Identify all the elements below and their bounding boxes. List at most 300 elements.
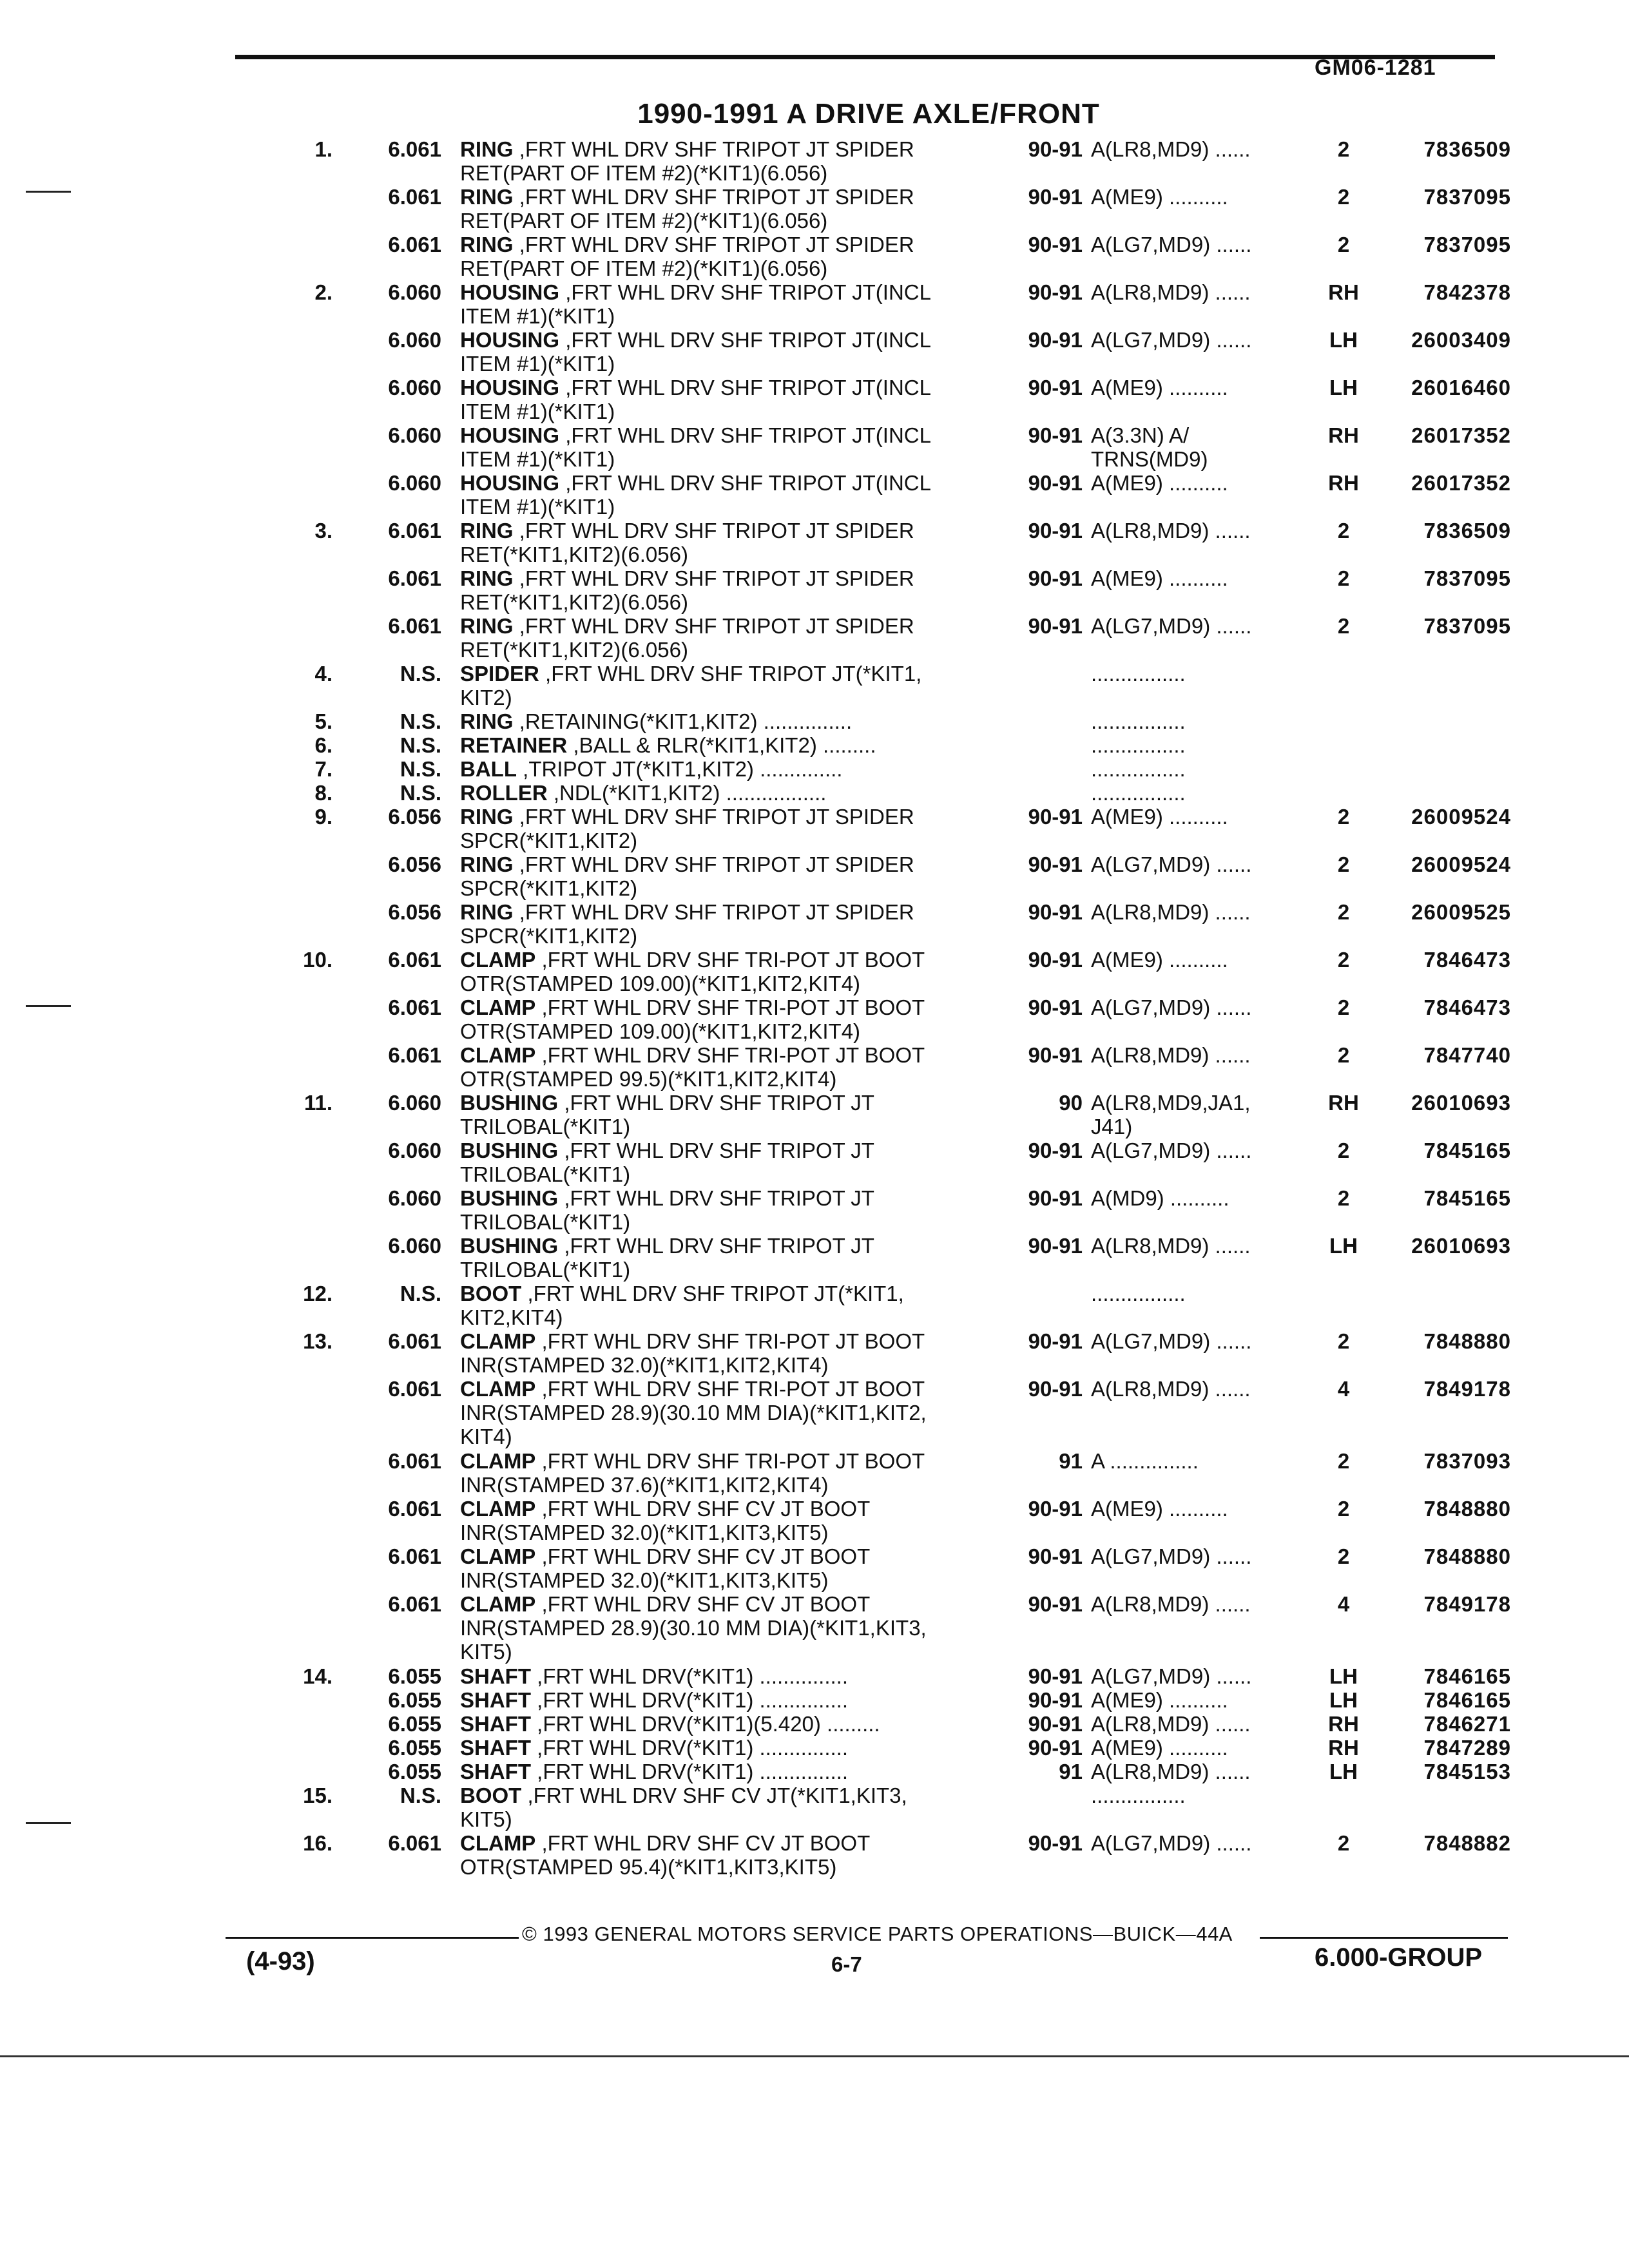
part-row bbox=[0, 1664, 1629, 1688]
part-number: 7846473 bbox=[1423, 948, 1511, 972]
part-row bbox=[0, 1497, 1629, 1544]
group-number: 6.060 bbox=[388, 471, 441, 495]
item-number: 11. bbox=[304, 1091, 333, 1115]
part-detail: ,FRT WHL DRV SHF TRIPOT JT(INCL ITEM #1)(*KIT1) bbox=[460, 328, 931, 376]
part-description bbox=[460, 1712, 1014, 1736]
part-detail: ,FRT WHL DRV SHF TRIPOT JT SPIDER RET(PART OF ITEM #2)(*KIT1)(6.056) bbox=[460, 233, 914, 280]
part-name: CLAMP bbox=[460, 948, 536, 972]
part-number: 7849178 bbox=[1423, 1377, 1511, 1401]
item-number: 10. bbox=[303, 948, 333, 972]
margin-tick-mark bbox=[26, 1005, 71, 1007]
group-number: 6.060 bbox=[388, 1139, 441, 1162]
footer-rule-right bbox=[1260, 1937, 1508, 1939]
part-detail: ,TRIPOT JT(*KIT1,KIT2) .............. bbox=[523, 757, 843, 781]
item-number: 14. bbox=[303, 1664, 333, 1688]
quantity: LH bbox=[1329, 1234, 1358, 1258]
quantity: 2 bbox=[1337, 1544, 1350, 1568]
model-years: 90-91 bbox=[1028, 1664, 1083, 1688]
part-detail: ,FRT WHL DRV SHF TRIPOT JT TRILOBAL(*KIT1) bbox=[460, 1186, 874, 1234]
model-years: 90-91 bbox=[1028, 852, 1083, 876]
part-detail: ,FRT WHL DRV SHF TRIPOT JT(INCL ITEM #1)(*KIT1) bbox=[460, 376, 931, 423]
group-number: 6.060 bbox=[388, 1186, 441, 1210]
part-number: 7848880 bbox=[1423, 1497, 1511, 1521]
part-row bbox=[0, 1091, 1629, 1139]
margin-tick-mark bbox=[26, 1822, 71, 1824]
part-description bbox=[460, 471, 1014, 519]
part-description bbox=[460, 566, 1014, 614]
part-name: CLAMP bbox=[460, 1544, 536, 1568]
model-years: 91 bbox=[1059, 1449, 1083, 1473]
part-name: BUSHING bbox=[460, 1186, 559, 1210]
part-description bbox=[460, 900, 1014, 948]
model-usage: A(ME9) .......... bbox=[1091, 185, 1228, 209]
part-detail: ,FRT WHL DRV SHF TRIPOT JT SPIDER RET(*KIT1,KIT2)(6.056) bbox=[460, 519, 914, 566]
group-number: 6.060 bbox=[388, 280, 441, 304]
part-name: RING bbox=[460, 233, 514, 256]
quantity: 4 bbox=[1337, 1592, 1350, 1616]
model-years: 90-91 bbox=[1028, 328, 1083, 352]
bottom-rule bbox=[0, 2055, 1629, 2057]
part-row bbox=[0, 1329, 1629, 1377]
model-years: 90 bbox=[1059, 1091, 1083, 1115]
model-years: 90-91 bbox=[1028, 1329, 1083, 1353]
part-detail: ,FRT WHL DRV SHF TRI-POT JT BOOT INR(STAMPED 32.0)(*KIT1,KIT2,KIT4) bbox=[460, 1329, 925, 1377]
part-detail: ,FRT WHL DRV SHF TRIPOT JT SPIDER RET(*KIT1,KIT2)(6.056) bbox=[460, 566, 914, 614]
item-number: 6. bbox=[314, 733, 333, 757]
item-number: 8. bbox=[314, 781, 333, 805]
model-usage: ................ bbox=[1091, 1282, 1186, 1305]
part-name: CLAMP bbox=[460, 1377, 536, 1401]
part-name: SHAFT bbox=[460, 1688, 531, 1712]
group-number: 6.060 bbox=[388, 328, 441, 352]
part-row bbox=[0, 328, 1629, 376]
part-row bbox=[0, 781, 1629, 805]
model-years: 90-91 bbox=[1028, 948, 1083, 972]
group-number: 6.060 bbox=[388, 376, 441, 399]
model-years: 90-91 bbox=[1028, 1139, 1083, 1162]
group-number: 6.061 bbox=[388, 1377, 441, 1401]
group-number: 6.061 bbox=[388, 995, 441, 1019]
copyright-notice: © 1993 GENERAL MOTORS SERVICE PARTS OPERATIONS—BUICK—44A bbox=[522, 1923, 1233, 1945]
model-usage: A(LR8,MD9) ...... bbox=[1091, 1592, 1251, 1616]
part-row bbox=[0, 1688, 1629, 1712]
part-name: RING bbox=[460, 519, 514, 543]
model-years: 90-91 bbox=[1028, 995, 1083, 1019]
part-description bbox=[460, 805, 1014, 852]
quantity: 2 bbox=[1337, 805, 1350, 829]
group-number: 6.055 bbox=[388, 1760, 441, 1783]
part-description bbox=[460, 137, 1014, 185]
page-number: 6-7 bbox=[831, 1952, 862, 1976]
part-name: BOOT bbox=[460, 1783, 522, 1807]
page-title-text: 1990-1991 A DRIVE AXLE/FRONT bbox=[637, 98, 1100, 130]
model-years: 90-91 bbox=[1028, 1592, 1083, 1616]
quantity: RH bbox=[1328, 280, 1359, 304]
part-detail: ,FRT WHL DRV SHF TRI-POT JT BOOT OTR(STAMPED 109.00)(*KIT1,KIT2,KIT4) bbox=[460, 995, 925, 1043]
group-number: N.S. bbox=[400, 781, 441, 805]
part-row bbox=[0, 1544, 1629, 1592]
part-row bbox=[0, 233, 1629, 280]
part-number: 26009524 bbox=[1411, 805, 1511, 829]
part-detail: ,FRT WHL DRV SHF CV JT BOOT INR(STAMPED 32.0)(*KIT1,KIT3,KIT5) bbox=[460, 1497, 871, 1544]
group-number: 6.055 bbox=[388, 1736, 441, 1760]
model-years: 90-91 bbox=[1028, 280, 1083, 304]
part-number: 7837095 bbox=[1423, 614, 1511, 638]
part-row bbox=[0, 185, 1629, 233]
part-description bbox=[460, 1234, 1014, 1282]
part-description bbox=[460, 233, 1014, 280]
quantity: LH bbox=[1329, 1760, 1358, 1783]
part-row bbox=[0, 471, 1629, 519]
group-number: 6.061 bbox=[388, 948, 441, 972]
model-years: 90-91 bbox=[1028, 233, 1083, 256]
part-number: 7847289 bbox=[1423, 1736, 1511, 1760]
part-name: RING bbox=[460, 852, 514, 876]
part-row bbox=[0, 519, 1629, 566]
item-number: 7. bbox=[314, 757, 333, 781]
model-years: 90-91 bbox=[1028, 519, 1083, 543]
part-row bbox=[0, 1186, 1629, 1234]
part-number: 7836509 bbox=[1423, 519, 1511, 543]
part-detail: ,BALL & RLR(*KIT1,KIT2) ......... bbox=[573, 733, 876, 757]
part-detail: ,FRT WHL DRV SHF CV JT BOOT OTR(STAMPED 95.4)(*KIT1,KIT3,KIT5) bbox=[460, 1831, 871, 1879]
model-years: 90-91 bbox=[1028, 900, 1083, 924]
part-number: 7845165 bbox=[1423, 1139, 1511, 1162]
part-detail: ,FRT WHL DRV SHF TRIPOT JT SPIDER SPCR(*KIT1,KIT2) bbox=[460, 805, 914, 852]
parts-list bbox=[0, 137, 1629, 1879]
part-number: 7848882 bbox=[1423, 1831, 1511, 1855]
part-name: RING bbox=[460, 614, 514, 638]
part-number: 7845153 bbox=[1423, 1760, 1511, 1783]
part-row bbox=[0, 805, 1629, 852]
model-usage: A(ME9) .......... bbox=[1091, 376, 1228, 399]
part-detail: ,FRT WHL DRV SHF TRI-POT JT BOOT OTR(STAMPED 109.00)(*KIT1,KIT2,KIT4) bbox=[460, 948, 925, 995]
model-usage: A(LR8,MD9) ...... bbox=[1091, 280, 1251, 304]
model-usage: A(LG7,MD9) ...... bbox=[1091, 328, 1252, 352]
model-usage: A(ME9) .......... bbox=[1091, 1497, 1228, 1521]
item-number: 15. bbox=[303, 1783, 333, 1807]
part-detail: ,FRT WHL DRV(*KIT1) ............... bbox=[537, 1760, 849, 1783]
part-detail: ,FRT WHL DRV SHF CV JT BOOT INR(STAMPED 32.0)(*KIT1,KIT3,KIT5) bbox=[460, 1544, 871, 1592]
part-row bbox=[0, 614, 1629, 662]
group-number: 6.061 bbox=[388, 1449, 441, 1473]
group-number: 6.060 bbox=[388, 423, 441, 447]
top-rule bbox=[235, 55, 1495, 59]
part-description bbox=[460, 1329, 1014, 1377]
group-number: 6.055 bbox=[388, 1664, 441, 1688]
part-number: 7837095 bbox=[1423, 185, 1511, 209]
part-row bbox=[0, 1831, 1629, 1879]
part-name: SHAFT bbox=[460, 1736, 531, 1760]
model-usage: A ............... bbox=[1091, 1449, 1199, 1473]
group-number: 6.060 bbox=[388, 1091, 441, 1115]
part-name: BUSHING bbox=[460, 1139, 559, 1162]
part-name: RETAINER bbox=[460, 733, 568, 757]
quantity: 2 bbox=[1337, 995, 1350, 1019]
item-number: 5. bbox=[314, 709, 333, 733]
part-detail: ,FRT WHL DRV SHF TRI-POT JT BOOT INR(STAMPED 28.9)(30.10 MM DIA)(*KIT1,KIT2, KIT4) bbox=[460, 1377, 927, 1448]
part-name: RING bbox=[460, 900, 514, 924]
part-name: CLAMP bbox=[460, 1497, 536, 1521]
part-name: HOUSING bbox=[460, 376, 560, 399]
part-detail: ,FRT WHL DRV SHF TRIPOT JT(*KIT1, KIT2,KIT4) bbox=[460, 1282, 904, 1329]
group-number: N.S. bbox=[400, 1783, 441, 1807]
part-row bbox=[0, 1449, 1629, 1497]
part-detail: ,RETAINING(*KIT1,KIT2) ............... bbox=[519, 709, 853, 733]
model-usage: A(ME9) .......... bbox=[1091, 1688, 1228, 1712]
part-number: 7845165 bbox=[1423, 1186, 1511, 1210]
model-years: 90-91 bbox=[1028, 1377, 1083, 1401]
part-row bbox=[0, 662, 1629, 709]
quantity: 2 bbox=[1337, 137, 1350, 161]
part-description bbox=[460, 1544, 1014, 1592]
group-number: N.S. bbox=[400, 1282, 441, 1305]
part-number: 7846473 bbox=[1423, 995, 1511, 1019]
item-number: 12. bbox=[303, 1282, 333, 1305]
quantity: 2 bbox=[1337, 185, 1350, 209]
date-code: (4-93) bbox=[246, 1947, 315, 1975]
model-usage: A(ME9) .......... bbox=[1091, 471, 1228, 495]
model-years: 90-91 bbox=[1028, 137, 1083, 161]
part-description bbox=[460, 1091, 1014, 1139]
part-name: RING bbox=[460, 805, 514, 829]
model-usage: A(LR8,MD9) ...... bbox=[1091, 519, 1251, 543]
part-number: 26003409 bbox=[1411, 328, 1511, 352]
part-number: 26016460 bbox=[1411, 376, 1511, 399]
part-name: HOUSING bbox=[460, 471, 560, 495]
part-description bbox=[460, 1664, 1014, 1688]
part-number: 26009525 bbox=[1411, 900, 1511, 924]
quantity: 2 bbox=[1337, 948, 1350, 972]
model-years: 90-91 bbox=[1028, 376, 1083, 399]
quantity: LH bbox=[1329, 376, 1358, 399]
part-row bbox=[0, 423, 1629, 471]
model-years: 90-91 bbox=[1028, 566, 1083, 590]
page-title bbox=[0, 98, 1629, 130]
part-number: 7837095 bbox=[1423, 233, 1511, 256]
model-usage: ................ bbox=[1091, 781, 1186, 805]
part-number: 7842378 bbox=[1423, 280, 1511, 304]
part-name: CLAMP bbox=[460, 1449, 536, 1473]
model-usage: ................ bbox=[1091, 709, 1186, 733]
part-detail: ,FRT WHL DRV SHF TRIPOT JT SPIDER SPCR(*KIT1,KIT2) bbox=[460, 852, 914, 900]
part-row bbox=[0, 1234, 1629, 1282]
model-usage: ................ bbox=[1091, 1783, 1186, 1807]
part-name: BALL bbox=[460, 757, 517, 781]
group-number: 6.061 bbox=[388, 137, 441, 161]
part-detail: ,FRT WHL DRV SHF TRIPOT JT SPIDER SPCR(*KIT1,KIT2) bbox=[460, 900, 914, 948]
item-number: 9. bbox=[314, 805, 333, 829]
part-row bbox=[0, 1736, 1629, 1760]
model-years: 90-91 bbox=[1028, 185, 1083, 209]
part-row bbox=[0, 733, 1629, 757]
model-years: 90-91 bbox=[1028, 423, 1083, 447]
part-name: SHAFT bbox=[460, 1712, 531, 1736]
quantity: LH bbox=[1329, 1664, 1358, 1688]
group-number: 6.061 bbox=[388, 519, 441, 543]
part-description bbox=[460, 328, 1014, 376]
part-description bbox=[460, 757, 1014, 781]
group-number: 6.056 bbox=[388, 900, 441, 924]
model-years: 90-91 bbox=[1028, 1186, 1083, 1210]
part-detail: ,FRT WHL DRV SHF TRIPOT JT SPIDER RET(PART OF ITEM #2)(*KIT1)(6.056) bbox=[460, 185, 914, 233]
part-description bbox=[460, 1449, 1014, 1497]
part-row bbox=[0, 1377, 1629, 1449]
part-description bbox=[460, 1282, 1014, 1329]
model-usage: A(MD9) .......... bbox=[1091, 1186, 1229, 1210]
part-description bbox=[460, 1377, 1014, 1448]
part-detail: ,FRT WHL DRV SHF TRIPOT JT TRILOBAL(*KIT1) bbox=[460, 1091, 874, 1139]
part-name: HOUSING bbox=[460, 280, 560, 304]
group-number: 6.061 bbox=[388, 1043, 441, 1067]
part-row bbox=[0, 280, 1629, 328]
item-number: 2. bbox=[314, 280, 333, 304]
part-name: HOUSING bbox=[460, 423, 560, 447]
part-number: 7846165 bbox=[1423, 1664, 1511, 1688]
part-detail: ,FRT WHL DRV SHF TRIPOT JT SPIDER RET(PART OF ITEM #2)(*KIT1)(6.056) bbox=[460, 137, 914, 185]
quantity: RH bbox=[1328, 1091, 1359, 1115]
document-id: GM06-1281 bbox=[1315, 55, 1436, 80]
part-description bbox=[460, 280, 1014, 328]
part-detail: ,FRT WHL DRV(*KIT1)(5.420) ......... bbox=[537, 1712, 880, 1736]
model-years: 90-91 bbox=[1028, 1736, 1083, 1760]
group-number: 6.061 bbox=[388, 614, 441, 638]
part-detail: ,FRT WHL DRV SHF CV JT(*KIT1,KIT3, KIT5) bbox=[460, 1783, 907, 1831]
part-number: 26010693 bbox=[1411, 1234, 1511, 1258]
part-description bbox=[460, 1783, 1014, 1831]
group-number: N.S. bbox=[400, 757, 441, 781]
group-number: 6.061 bbox=[388, 566, 441, 590]
group-number: 6.056 bbox=[388, 805, 441, 829]
part-description bbox=[460, 1688, 1014, 1712]
part-number: 7847740 bbox=[1423, 1043, 1511, 1067]
part-number: 7849178 bbox=[1423, 1592, 1511, 1616]
part-description bbox=[460, 1043, 1014, 1091]
model-years: 90-91 bbox=[1028, 1234, 1083, 1258]
model-usage: A(3.3N) A/ TRNS(MD9) bbox=[1091, 423, 1208, 471]
part-number: 26009524 bbox=[1411, 852, 1511, 876]
part-row bbox=[0, 900, 1629, 948]
quantity: 2 bbox=[1337, 1139, 1350, 1162]
model-years: 90-91 bbox=[1028, 805, 1083, 829]
part-detail: ,FRT WHL DRV SHF CV JT BOOT INR(STAMPED 28.9)(30.10 MM DIA)(*KIT1,KIT3, KIT5) bbox=[460, 1592, 927, 1664]
part-name: BUSHING bbox=[460, 1091, 559, 1115]
part-number: 7837095 bbox=[1423, 566, 1511, 590]
model-usage: A(LG7,MD9) ...... bbox=[1091, 1831, 1252, 1855]
quantity: 2 bbox=[1337, 1497, 1350, 1521]
part-row bbox=[0, 137, 1629, 185]
part-description bbox=[460, 1592, 1014, 1664]
quantity: 2 bbox=[1337, 900, 1350, 924]
quantity: RH bbox=[1328, 1736, 1359, 1760]
part-description bbox=[460, 995, 1014, 1043]
group-number: 6.055 bbox=[388, 1712, 441, 1736]
model-years: 90-91 bbox=[1028, 1497, 1083, 1521]
item-number: 4. bbox=[314, 662, 333, 686]
part-description bbox=[460, 1186, 1014, 1234]
quantity: 2 bbox=[1337, 1831, 1350, 1855]
part-detail: ,FRT WHL DRV(*KIT1) ............... bbox=[537, 1736, 849, 1760]
part-number: 7846165 bbox=[1423, 1688, 1511, 1712]
model-usage: ................ bbox=[1091, 757, 1186, 781]
part-name: BUSHING bbox=[460, 1234, 559, 1258]
part-row bbox=[0, 1282, 1629, 1329]
part-row bbox=[0, 376, 1629, 423]
group-number: N.S. bbox=[400, 733, 441, 757]
part-description bbox=[460, 852, 1014, 900]
model-usage: A(LR8,MD9) ...... bbox=[1091, 900, 1251, 924]
part-detail: ,FRT WHL DRV SHF TRIPOT JT TRILOBAL(*KIT1) bbox=[460, 1234, 874, 1282]
part-name: RING bbox=[460, 137, 514, 161]
model-usage: A(LG7,MD9) ...... bbox=[1091, 233, 1252, 256]
model-usage: A(LR8,MD9) ...... bbox=[1091, 1043, 1251, 1067]
part-description bbox=[460, 709, 1014, 733]
model-years: 90-91 bbox=[1028, 1831, 1083, 1855]
model-usage: A(LG7,MD9) ...... bbox=[1091, 1664, 1252, 1688]
footer-rule-left bbox=[226, 1937, 519, 1939]
model-usage: A(LG7,MD9) ...... bbox=[1091, 995, 1252, 1019]
quantity: RH bbox=[1328, 423, 1359, 447]
model-usage: A(LG7,MD9) ...... bbox=[1091, 614, 1252, 638]
part-detail: ,FRT WHL DRV SHF TRI-POT JT BOOT INR(STAMPED 37.6)(*KIT1,KIT2,KIT4) bbox=[460, 1449, 925, 1497]
part-detail: ,FRT WHL DRV SHF TRI-POT JT BOOT OTR(STAMPED 99.5)(*KIT1,KIT2,KIT4) bbox=[460, 1043, 925, 1091]
part-row bbox=[0, 566, 1629, 614]
group-number: 6.061 bbox=[388, 1329, 441, 1353]
part-name: SHAFT bbox=[460, 1760, 531, 1783]
part-name: SHAFT bbox=[460, 1664, 531, 1688]
part-name: RING bbox=[460, 185, 514, 209]
group-number: 6.061 bbox=[388, 1831, 441, 1855]
model-years: 90-91 bbox=[1028, 1712, 1083, 1736]
model-years: 90-91 bbox=[1028, 614, 1083, 638]
part-row bbox=[0, 757, 1629, 781]
part-detail: ,FRT WHL DRV SHF TRIPOT JT SPIDER RET(*KIT1,KIT2)(6.056) bbox=[460, 614, 914, 662]
part-description bbox=[460, 519, 1014, 566]
model-usage: A(ME9) .......... bbox=[1091, 566, 1228, 590]
model-years: 90-91 bbox=[1028, 471, 1083, 495]
part-row bbox=[0, 709, 1629, 733]
part-description bbox=[460, 376, 1014, 423]
part-row bbox=[0, 1712, 1629, 1736]
quantity: 2 bbox=[1337, 1186, 1350, 1210]
group-number: 6.061 bbox=[388, 1592, 441, 1616]
part-description bbox=[460, 185, 1014, 233]
part-name: ROLLER bbox=[460, 781, 548, 805]
part-detail: ,FRT WHL DRV(*KIT1) ............... bbox=[537, 1664, 849, 1688]
model-usage: A(LG7,MD9) ...... bbox=[1091, 852, 1252, 876]
part-description bbox=[460, 1497, 1014, 1544]
margin-tick-mark bbox=[26, 191, 71, 193]
part-description bbox=[460, 662, 1014, 709]
model-usage: A(LG7,MD9) ...... bbox=[1091, 1329, 1252, 1353]
item-number: 1. bbox=[314, 137, 333, 161]
quantity: 2 bbox=[1337, 852, 1350, 876]
part-description bbox=[460, 781, 1014, 805]
part-name: RING bbox=[460, 709, 514, 733]
model-years: 90-91 bbox=[1028, 1043, 1083, 1067]
part-number: 7848880 bbox=[1423, 1329, 1511, 1353]
group-number: 6.056 bbox=[388, 852, 441, 876]
part-name: CLAMP bbox=[460, 1831, 536, 1855]
model-usage: ................ bbox=[1091, 733, 1186, 757]
quantity: 2 bbox=[1337, 233, 1350, 256]
model-years: 90-91 bbox=[1028, 1544, 1083, 1568]
item-number: 13. bbox=[303, 1329, 333, 1353]
part-row bbox=[0, 1760, 1629, 1783]
part-description bbox=[460, 1736, 1014, 1760]
item-number: 3. bbox=[314, 519, 333, 543]
model-years: 91 bbox=[1059, 1760, 1083, 1783]
